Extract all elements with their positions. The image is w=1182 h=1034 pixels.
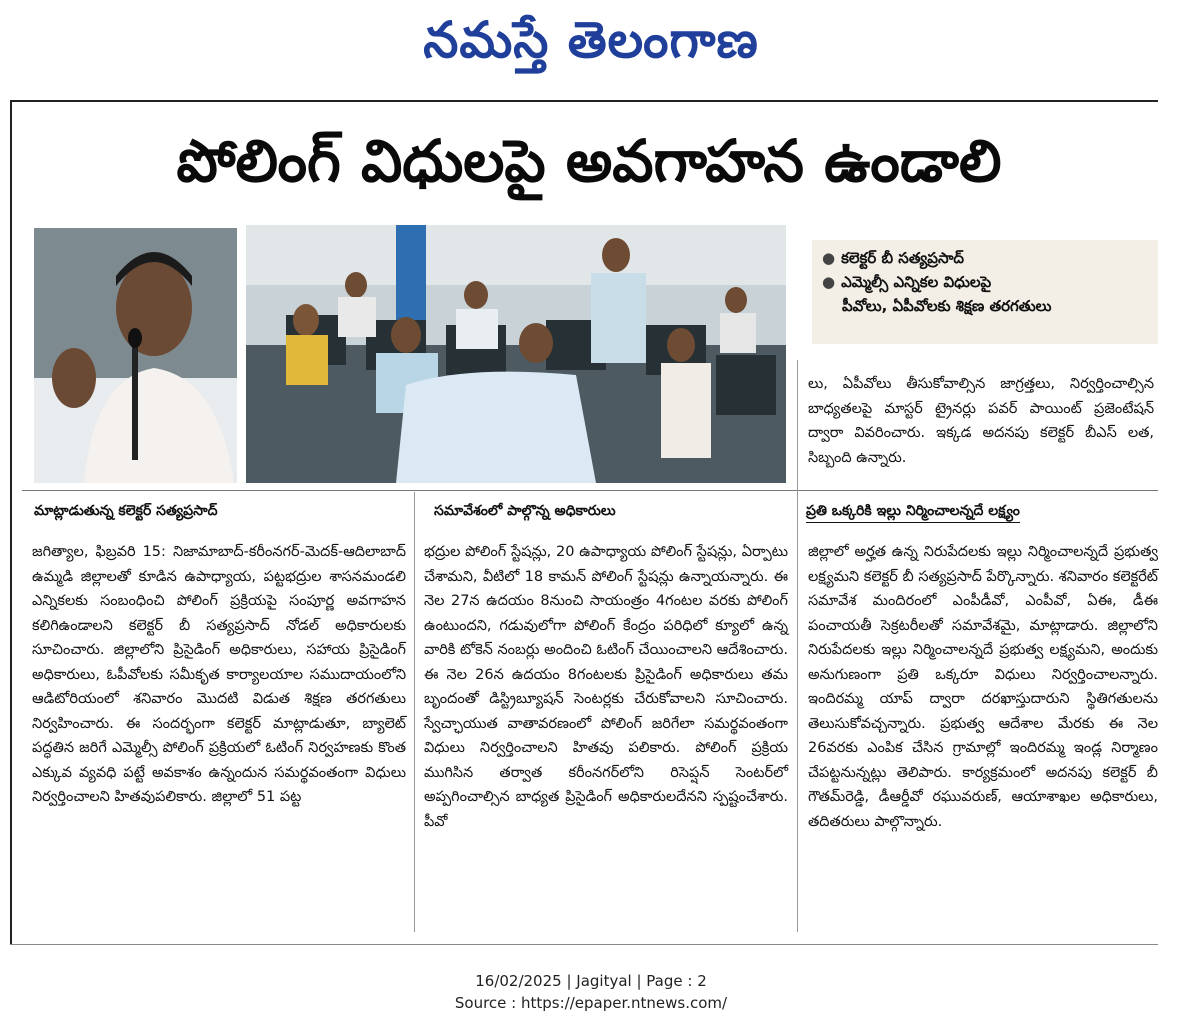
footer-date-line: 16/02/2025 | Jagityal | Page : 2 bbox=[475, 972, 707, 990]
highlights-box bbox=[812, 240, 1158, 344]
divider-left-vertical bbox=[10, 100, 12, 945]
article-column-center: భద్రుల పోలింగ్ స్టేషన్లు, 20 ఉపాధ్యాయ పోలింగ్ స్టేషన్లు, ఏర్పాటు చేశామని, వీటిలో 18 కామన్ పోలింగ్ స్టేషన్లు ఉన్నాయన్నారు. ఈ నెల 27న ఉదయం 8నుంచి సాయంత్రం 4గంటల వరకు పోలింగ్ ఉంటుందని, గడువులోగా పోలింగ్ కేంద్రం పరిధిలో క్యూలో ఉన్న వారికి టోకెన్ నంబర్లు అందించి ఓటింగ్ చేయించాలని ఆదేశించారు. ఈ నెల 26న ఉదయం 8గంటలకు ప్రిసైడింగ్ అధికారులు తమ బృందంతో డిస్ట్రిబ్యూషన్ సెంటర్లకు చేరుకోవాలని సూచించారు. స్వేచ్ఛాయుత వాతావరణంలో పోలింగ్ జరిగేలా సమర్థవంతంగా విధులు నిర్వర్తించాలని హితవు పలికారు. పోలింగ్ ప్రక్రియ ముగిసిన తర్వాత కరీంనగర్‌లోని రిసెప్షన్ సెంటర్‌లో అప్పగించాల్సిన బాధ్యత ప్రిసైడింగ్ అధికారులదేనని స్పష్టంచేశారు. పీవో bbox=[424, 544, 788, 830]
right-top-text: లు, ఏపీవోలు తీసుకోవాల్సిన జాగ్రత్తలు, నిర్వర్తించాల్సిన బాధ్యతలపై మాస్టర్ ట్రైనర్లు పవర్ పాయింట్ ప్రజెంటేషన్ ద్వారా వివరించారు. ఇక్కడ అదనపు కలెక్టర్ బీఎస్ లత, సిబ్బంది ఉన్నారు. bbox=[808, 376, 1154, 466]
headline: పోలింగ్ విధులపై అవగాహన ఉండాలి bbox=[176, 127, 1002, 195]
highlight-text: ఎమ్మెల్సీ ఎన్నికల విధులపై bbox=[841, 273, 992, 291]
highlight-text: కలెక్టర్ బీ సత్యప్రసాద్ bbox=[841, 249, 965, 267]
highlight-item: ● కలెక్టర్ బీ సత్యప్రసాద్ bbox=[822, 249, 965, 267]
divider-bottom bbox=[10, 944, 1158, 945]
divider-photo-captions bbox=[22, 490, 1158, 491]
masthead: నమస్తే తెలంగాణ bbox=[423, 10, 759, 69]
article-column-left: జగిత్యాల, ఫిబ్రవరి 15: నిజామాబాద్-కరీంనగర్-మెదక్-ఆదిలాబాద్ ఉమ్మడి జిల్లాలతో కూడిన ఉపాధ్యాయ, పట్టభద్రుల శాసనమండలి ఎన్నికలకు సంబంధించి పోలింగ్ ప్రక్రియపై సంపూర్ణ అవగాహన కలిగిఉండాలని కలెక్టర్ బీ సత్యప్రసాద్ నోడల్ అధికారులకు సూచించారు. జిల్లాలోని ప్రిసైడింగ్ అధికారులు, సహాయ ప్రిసైడింగ్ అధికారులు, ఓపీవోలకు సమీకృత కార్యాలయాల సముదాయంలోని ఆడిటోరియంలో శనివారం మొదటి విడుత శిక్షణ తరగతులు నిర్వహించారు. ఈ సందర్భంగా కలెక్టర్ మాట్లాడుతూ, బ్యాలెట్ పద్ధతిన జరిగే ఎమ్మెల్సీ పోలింగ్ ప్రక్రియలో ఓటింగ్ నిర్వహణకు కొంత ఎక్కువ వ్యవధి పట్టే అవకాశం ఉన్నందున సమర్థవంతంగా విధులు నిర్వర్తించాలని హితవుపలికారు. జిల్లాలో 51 పట్ట bbox=[32, 544, 406, 805]
collector-photo bbox=[34, 228, 237, 483]
meeting-photo bbox=[246, 225, 786, 483]
highlight-item: ● ఎమ్మెల్సీ ఎన్నికల విధులపై bbox=[822, 273, 992, 291]
photo-caption-collector: మాట్లాడుతున్న కలెక్టర్ సత్యప్రసాద్ bbox=[34, 503, 218, 519]
highlight-item-continuation: పీవోలు, ఏపీవోలకు శిక్షణ తరగతులు bbox=[842, 297, 1052, 315]
article-column-right: జిల్లాలో అర్హత ఉన్న నిరుపేదలకు ఇల్లు నిర్మించాలన్నదే ప్రభుత్వ లక్ష్యమని కలెక్టర్ బీ సత్యప్రసాద్ పేర్కొన్నారు. శనివారం కలెక్టరేట్ సమావేశ మందిరంలో ఎంపీడీవో, ఎంపీవో, ఏఈ, డీఈ పంచాయతీ సెక్రటరీలతో సమావేశమై, మాట్లాడారు. జిల్లాలోని నిరుపేదలకు ఇల్లు నిర్మించాలన్నదే ప్రభుత్వ లక్ష్యమని, అందుకు అనుగుణంగా ప్రతి ఒక్కరూ విధులు నిర్వర్తించాలన్నారు. ఇందిరమ్మ యాప్ ద్వారా దరఖాస్తుదారుని స్థితిగతులను తెలుసుకోవచ్చన్నారు. ప్రభుత్వ ఆదేశాల మేరకు ఈ నెల 26వరకు ఎంపిక చేసిన గ్రామాల్లో ఇందిరమ్మ ఇండ్ల నిర్మాణం చేపట్టనున్నట్లు తెలిపారు. కార్యక్రమంలో అదనపు కలెక్టర్ బీ గౌతమ్‌రెడ్డి, డీఆర్డీవో రఘువరుణ్, ఆయాశాఖల అధికారులు, తదితరులు పాల్గొన్నారు. bbox=[808, 544, 1158, 830]
divider-column-1 bbox=[414, 492, 415, 932]
divider-column-2 bbox=[797, 360, 798, 932]
photo-caption-meeting: సమావేశంలో పాల్గొన్న అధికారులు bbox=[434, 503, 616, 519]
right-column-subhead: ప్రతి ఒక్కరికి ఇల్లు నిర్మించాలన్నదే లక్ష్యం bbox=[806, 500, 1020, 523]
divider-top bbox=[10, 100, 1158, 102]
footer-source-link[interactable]: Source : https://epaper.ntnews.com/ bbox=[454, 994, 728, 1012]
